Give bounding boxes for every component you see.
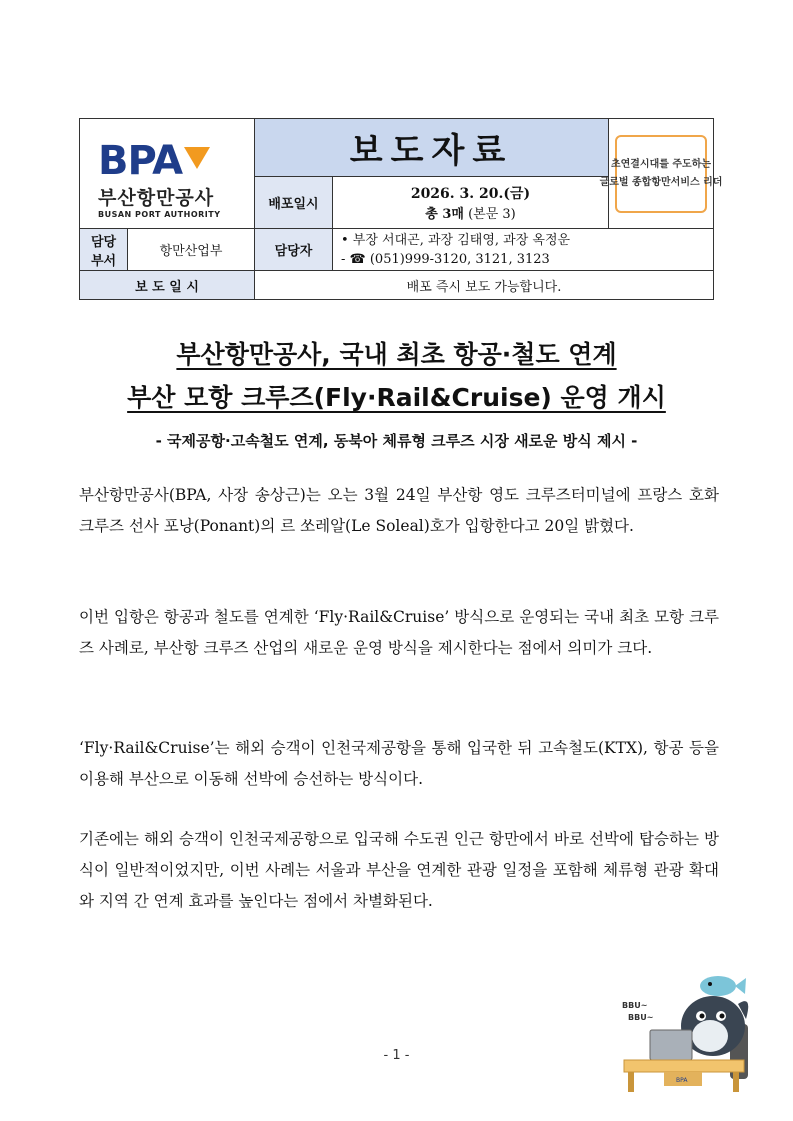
contact-names: • 부장 서대곤, 과장 김태영, 과장 옥정운 (341, 232, 571, 248)
page-count-body: (본문 3) (468, 207, 516, 222)
dept-label-line-2: 부서 (90, 253, 117, 269)
press-header-table (79, 118, 723, 300)
dept-value-cell (128, 229, 255, 271)
subheadline: - 국제공항·고속철도 연계, 동북아 체류형 크루즈 시장 새로운 방식 제시 - (155, 432, 638, 450)
distribution-label: 배포일시 (268, 197, 319, 212)
page-number: - 1 - (383, 1048, 410, 1063)
slogan-badge-cell (599, 119, 723, 229)
bpa-logo (98, 138, 238, 219)
mascot-sound-2: BBU~ (628, 1013, 654, 1022)
slogan-badge (599, 135, 723, 213)
headline-line-2: 부산 모항 크루즈(Fly·Rail&Cruise) 운영 개시 (127, 383, 666, 412)
mascot-illustration (618, 964, 768, 1094)
slogan-line-1: 초연결시대를 주도하는 (610, 158, 712, 170)
release-label-cell (80, 271, 255, 300)
body-paragraph-2: 이번 입항은 항공과 철도를 연계한 ‘Fly·Rail&Cruise’ 방식으로 운영되는 국내 최초 모항 크루즈 사례로, 부산항 크루즈 산업의 새로운 운영 방식을 제시한다는 점에서 의미가 크다. (79, 608, 719, 657)
desk-icon (624, 1060, 744, 1072)
fish-mascot-icon (700, 976, 736, 996)
slogan-line-2: 글로벌 종합항만서비스 리더 (599, 176, 723, 188)
logo-brand: BPA (98, 138, 183, 184)
dept-label-cell (80, 229, 128, 271)
contact-label-cell (255, 229, 333, 271)
mascot-sound-1: BBU~ (622, 1001, 648, 1010)
title-cell (255, 119, 609, 177)
logo-name-kr: 부산항만공사 (98, 187, 215, 209)
release-value-cell (255, 271, 714, 300)
distribution-label-cell (255, 177, 333, 229)
distribution-date: 2026. 3. 20.(금) (410, 186, 531, 202)
body-paragraph-3: ‘Fly·Rail&Cruise’는 해외 승객이 인천국제공항을 통해 입국한 뒤 고속철도(KTX), 항공 등을 이용해 부산으로 이동해 선박에 승선하는 방식이다. (79, 739, 719, 788)
contact-value-cell (333, 229, 714, 271)
distribution-value-cell (333, 177, 609, 229)
desk-logo: BPA (676, 1077, 688, 1084)
logo-triangle-icon (184, 147, 210, 169)
dept-label-line-1: 담당 (90, 234, 117, 250)
laptop-icon (650, 1030, 692, 1060)
release-label: 보 도 일 시 (135, 279, 199, 295)
body-paragraph-4: 기존에는 해외 승객이 인천국제공항으로 입국해 수도권 인근 항만에서 바로 선박에 탑승하는 방식이 일반적이었지만, 이번 사례는 서울과 부산을 연계한 관광 일정을 포함해 체류형 관광 확대와 지역 간 연계 효과를 높인다는 점에서 차별화된다. (79, 830, 719, 910)
page-count-total: 총 3매 (425, 207, 464, 222)
logo-name-en: BUSAN PORT AUTHORITY (98, 210, 221, 219)
logo-cell (80, 119, 255, 229)
dept-value: 항만산업부 (159, 244, 223, 259)
release-value: 배포 즉시 보도 가능합니다. (406, 279, 562, 295)
contact-label: 담당자 (274, 244, 313, 259)
contact-phone: - ☎ (051)999-3120, 3121, 3123 (341, 251, 550, 267)
headline-line-1: 부산항만공사, 국내 최초 항공·철도 연계 (176, 340, 617, 369)
body-paragraph-1: 부산항만공사(BPA, 사장 송상근)는 오는 3월 24일 부산항 영도 크루즈터미널에 프랑스 호화 크루즈 선사 포낭(Ponant)의 르 쏘레알(Le Soleal)호가 입항한다고 20일 밝혔다. (79, 486, 719, 535)
page-count (425, 203, 516, 222)
document-title: 보도자료 (349, 131, 514, 171)
